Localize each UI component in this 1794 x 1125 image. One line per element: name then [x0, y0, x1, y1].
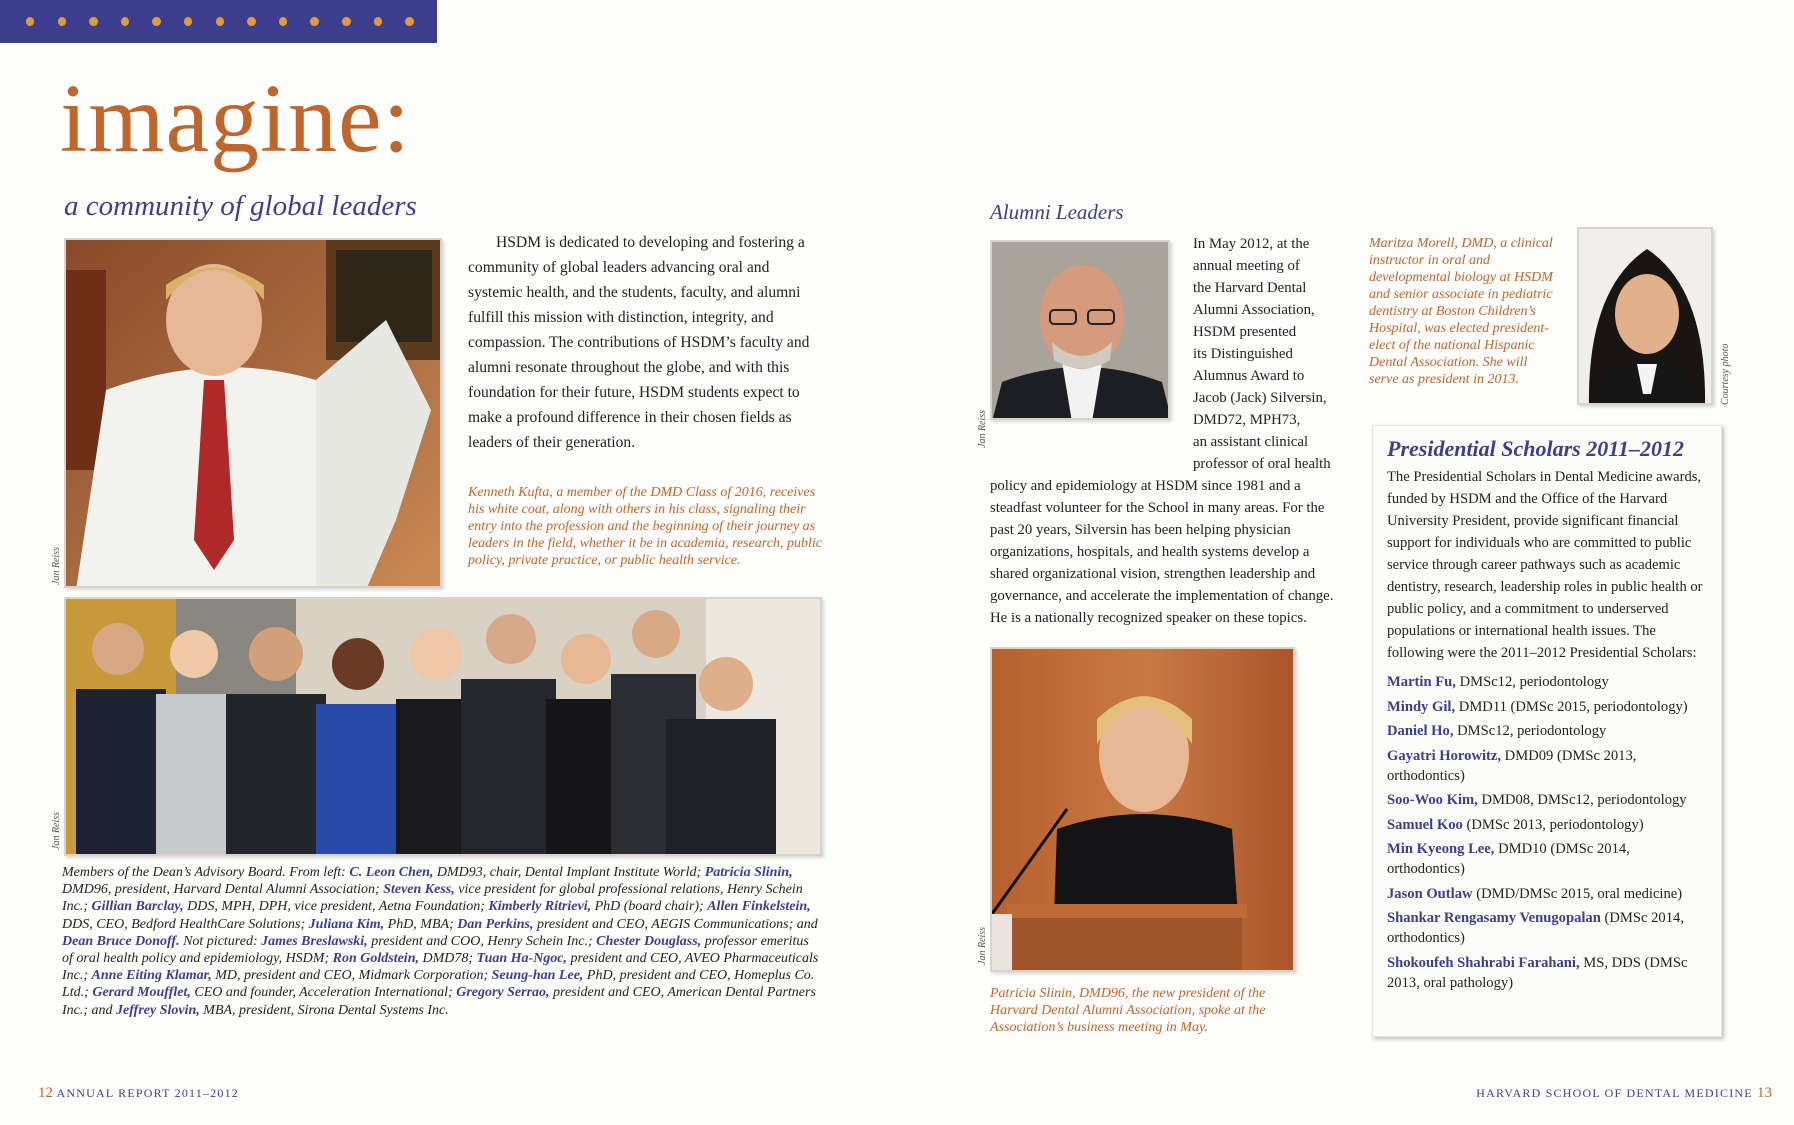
- alumni-text-line: its Distinguished: [1193, 346, 1293, 362]
- scholar-item: [1387, 721, 1707, 741]
- board-member-name: Chester Douglass,: [596, 933, 702, 949]
- scholar-item: [1387, 839, 1707, 879]
- scholar-item: [1387, 884, 1707, 904]
- scholar-item: [1387, 815, 1707, 835]
- caption-text: DDS, CEO, Bedford HealthCare Solutions;: [62, 916, 309, 932]
- page-number-right: 13: [1757, 1085, 1772, 1101]
- caption-text: PhD, president and CEO, Homeplus Co. Ltd.;: [62, 968, 815, 1001]
- board-member-name: Ron Goldstein,: [332, 951, 419, 967]
- alumni-text-line: professor of oral health: [1193, 456, 1331, 472]
- board-member-name: Dan Perkins,: [457, 916, 534, 932]
- scholar-detail: DMD08, DMSc12, periodontology: [1477, 792, 1687, 808]
- caption-text: president and CEO, AEGIS Communications; and: [533, 916, 818, 932]
- caption-text: professor emeritus of oral health policy and epidemiology, HSDM;: [62, 933, 809, 967]
- scholar-name: Shankar Rengasamy Venugopalan: [1387, 910, 1601, 926]
- silversin-photo: [990, 240, 1170, 420]
- decorative-dot: [216, 17, 224, 26]
- advisory-board-caption: [62, 864, 822, 1019]
- scholar-item: [1387, 953, 1707, 993]
- board-member-name: Juliana Kim,: [308, 916, 385, 932]
- scholar-name: Gayatri Horowitz,: [1387, 747, 1502, 764]
- alumni-text-line: annual meeting of: [1193, 258, 1300, 274]
- presidential-scholars-box: [1372, 425, 1722, 1037]
- board-member-name: Dean Bruce Donoff.: [62, 933, 180, 949]
- slinin-caption: Patricia Slinin, DMD96, the new president of the Harvard Dental Alumni Association, spoke at the Association’s business meeting in May.: [990, 986, 1266, 1035]
- scholar-name: Min Kyeong Lee,: [1387, 841, 1495, 857]
- scholar-item: [1387, 908, 1707, 948]
- scholar-detail: DMD10 (DMSc 2014, orthodontics): [1387, 841, 1630, 877]
- board-member-name: Seung-han Lee,: [491, 968, 584, 984]
- caption-text: DMD93, chair, Dental Implant Institute World;: [433, 865, 705, 880]
- page-number-left: 12: [38, 1085, 53, 1101]
- decorative-dot: [89, 17, 97, 26]
- morell-caption: Maritza Morell, DMD, a clinical instructor in oral and developmental biology at HSDM and senior associate in pediatric dentistry at Boston Children’s Hospital, was elected president-elect of the national Hispanic Dental Association. She will serve as president in 2013.: [1369, 236, 1553, 387]
- board-member-name: Gillian Barclay,: [91, 899, 184, 915]
- decorative-dot: [374, 17, 382, 26]
- caption-text: PhD (board chair);: [591, 899, 708, 915]
- footer-right-text: HARVARD SCHOOL OF DENTAL MEDICINE: [1476, 1086, 1753, 1100]
- alumni-text-line: Alumnus Award to: [1193, 368, 1305, 384]
- board-member-name: James Breslawski,: [261, 933, 368, 949]
- caption-text: DMD78;: [418, 951, 477, 967]
- scholar-name: Samuel Koo: [1387, 816, 1463, 833]
- decorative-dot: [184, 17, 192, 26]
- alumni-text-line: HSDM presented: [1193, 324, 1297, 340]
- alumni-paragraph-narrow: [1193, 233, 1353, 475]
- caption-text: CEO and founder, Acceleration International;: [190, 985, 457, 1001]
- slinin-photo-image: [992, 649, 1295, 972]
- footer-left: [38, 1085, 239, 1102]
- advisory-board-photo-image: [66, 599, 822, 856]
- decorative-dot: [279, 17, 287, 26]
- board-member-name: Allen Finkelstein,: [707, 899, 811, 915]
- scholar-name: Mindy Gil,: [1387, 698, 1456, 715]
- board-member-name: Gregory Serrao,: [456, 985, 550, 1001]
- caption-text: PhD, MBA;: [384, 916, 458, 932]
- morell-photo-image: [1579, 229, 1713, 405]
- decorative-dot: [247, 17, 255, 26]
- dot-band: [0, 0, 437, 43]
- scholar-detail: (DMSc 2014, orthodontics): [1387, 910, 1684, 946]
- decorative-dot: [121, 17, 129, 26]
- scholar-item: [1387, 790, 1707, 810]
- slinin-photo: [990, 647, 1295, 972]
- scholar-name: Shokoufeh Shahrabi Farahani,: [1387, 954, 1580, 971]
- caption-text: MD, president and CEO, Midmark Corporation;: [211, 968, 492, 984]
- caption-text: Not pictured:: [179, 933, 262, 949]
- scholar-item: [1387, 672, 1707, 692]
- footer-left-text: ANNUAL REPORT 2011–2012: [56, 1086, 239, 1100]
- morell-photo-credit: Courtesy photo: [1720, 343, 1731, 405]
- board-member-name: Tuan Ha-Ngoc,: [476, 951, 568, 967]
- board-member-name: C. Leon Chen,: [349, 865, 434, 880]
- caption-text: president and CEO, AVEO Pharmaceuticals Inc.;: [62, 951, 819, 984]
- caption-text: president and COO, Henry Schein Inc.;: [367, 933, 597, 949]
- board-member-name: Steven Kess,: [383, 882, 455, 898]
- decorative-dot: [310, 17, 318, 26]
- footer-right: [1476, 1085, 1772, 1102]
- presidential-scholars-intro: The Presidential Scholars in Dental Medicine awards, funded by HSDM and the Office of the Harvard University President, provide significant financial support for individuals who are committed to public service through career pathways such as academic dentistry, research, leadership roles in public health or public policy, and a commitment to underserved populations or international health issues. The following were the 2011–2012 Presidential Scholars:: [1387, 469, 1703, 661]
- kufta-caption: Kenneth Kufta, a member of the DMD Class of 2016, receives his white coat, along with others in his class, signaling their entry into the profession and the beginning of their journey as leaders in the field, whether it be in academia, research, public policy, private practice, or public health service.: [468, 485, 822, 568]
- scholar-name: Soo-Woo Kim,: [1387, 792, 1478, 808]
- alumni-text-line: In May 2012, at the: [1193, 236, 1310, 252]
- scholar-detail: DMD09 (DMSc 2013, orthodontics): [1387, 747, 1637, 784]
- board-member-name: Anne Eiting Klamar,: [91, 968, 212, 984]
- board-member-name: Kimberly Ritrievi,: [488, 899, 592, 915]
- kufta-photo-image: [66, 240, 442, 588]
- scholar-name: Jason Outlaw: [1387, 885, 1473, 902]
- alumni-text-line: the Harvard Dental: [1193, 280, 1307, 296]
- decorative-dot: [405, 17, 413, 26]
- caption-text: MBA, president, Sirona Dental Systems Inc.: [199, 1002, 449, 1018]
- presidential-scholars-list: [1387, 672, 1707, 993]
- slinin-photo-credit: Jan Reiss: [977, 926, 988, 965]
- morell-photo: [1577, 227, 1713, 405]
- scholar-detail: DMD11 (DMSc 2015, periodontology): [1455, 698, 1688, 715]
- decorative-dot: [342, 17, 350, 26]
- board-member-name: Patricia Slinin,: [704, 865, 793, 880]
- board-member-name: Gerard Moufflet,: [92, 985, 191, 1001]
- caption-text: president and CEO, American Dental Partners Inc.; and: [62, 985, 816, 1018]
- alumni-text-line: DMD72, MPH73,: [1193, 412, 1301, 428]
- presidential-scholars-heading: Presidential Scholars 2011–2012: [1387, 436, 1685, 461]
- decorative-dot: [152, 17, 160, 26]
- alumni-text-line: an assistant clinical: [1193, 434, 1309, 450]
- caption-text: DDS, MPH, DPH, vice president, Aetna Foundation;: [183, 899, 489, 915]
- advisory-board-photo: [64, 597, 822, 856]
- scholar-item: [1387, 697, 1707, 717]
- scholar-name: Martin Fu,: [1387, 674, 1456, 690]
- intro-paragraph: HSDM is dedicated to developing and fostering a community of global leaders advancing oral and systemic health, and the students, faculty, and alumni fulfill this mission with distinction, integrity, and compassion. The contributions of HSDM’s faculty and alumni resonate throughout the globe, and with this foundation for their future, HSDM students expect to make a profound difference in their chosen fields as leaders of their generation.: [468, 234, 810, 451]
- alumni-text-line: Jacob (Jack) Silversin,: [1193, 390, 1327, 406]
- board-photo-credit: Jan Reiss: [51, 811, 62, 850]
- caption-text: Members of the Dean’s Advisory Board. From left:: [62, 865, 350, 880]
- decorative-dot: [58, 17, 66, 26]
- scholar-detail: MS, DDS (DMSc 2013, oral pathology): [1387, 954, 1688, 991]
- page-title: imagine:: [60, 65, 411, 173]
- scholar-detail: DMSc12, periodontology: [1455, 674, 1609, 690]
- scholar-detail: DMSc12, periodontology: [1453, 723, 1607, 739]
- kufta-photo-credit: Jan Reiss: [51, 546, 62, 585]
- scholar-name: Daniel Ho,: [1387, 723, 1454, 739]
- alumni-text-line: Alumni Association,: [1193, 302, 1315, 318]
- scholar-item: [1387, 746, 1707, 786]
- alumni-paragraph-wide: policy and epidemiology at HSDM since 1981 and a steadfast volunteer for the School in many areas. For the past 20 years, Silversin has been helping physician organizations, hospitals, and health systems develop a shared organizational vision, strengthen leadership and governance, and accelerate the implementation of change. He is a nationally recognized speaker on these topics.: [990, 478, 1334, 626]
- scholar-detail: (DMD/DMSc 2015, oral medicine): [1472, 885, 1683, 902]
- page-subtitle: a community of global leaders: [64, 190, 417, 222]
- scholar-detail: (DMSc 2013, periodontology): [1462, 816, 1644, 833]
- board-member-name: Jeffrey Slovin,: [116, 1002, 200, 1018]
- silversin-photo-credit: Jan Reiss: [977, 409, 988, 448]
- decorative-dot: [26, 17, 34, 26]
- silversin-photo-image: [992, 242, 1170, 420]
- alumni-leaders-heading: Alumni Leaders: [990, 200, 1124, 224]
- caption-text: DMD96, president, Harvard Dental Alumni Association;: [62, 882, 384, 898]
- kufta-photo: [64, 238, 442, 588]
- caption-text: vice president for global professional relations, Henry Schein Inc.;: [62, 882, 803, 915]
